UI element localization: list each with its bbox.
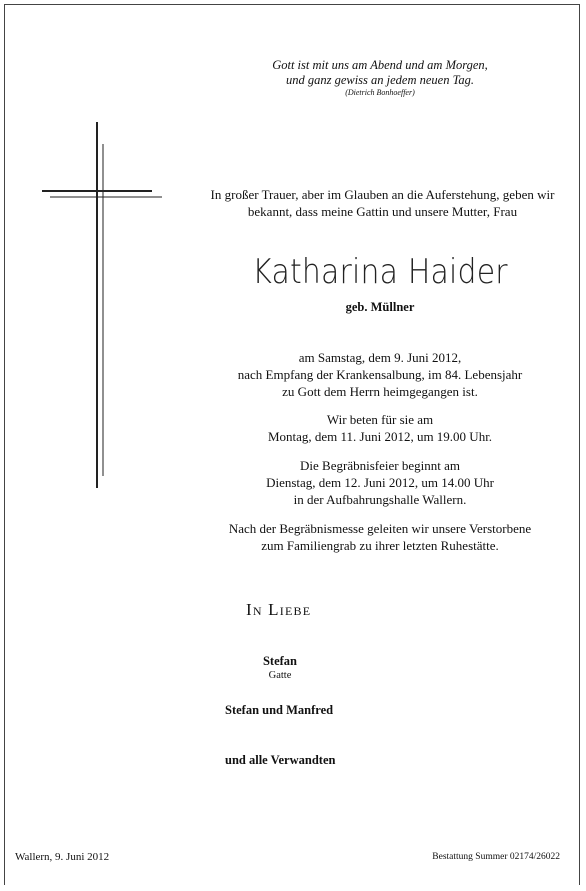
motto-line: und ganz gewiss an jedem neuen Tag. — [285, 73, 475, 87]
cross-icon — [40, 120, 165, 490]
intro-text — [190, 186, 575, 220]
paragraph-line: zu Gott dem Herrn heimgegangen ist. — [282, 384, 478, 399]
relatives: und alle Verwandten — [225, 753, 336, 767]
motto-line: Gott ist mit uns am Abend und am Morgen, — [272, 58, 488, 72]
paragraph-line: in der Aufbahrungshalle Wallern. — [293, 492, 467, 507]
paragraph-line: Montag, dem 11. Juni 2012, um 19.00 Uhr. — [267, 429, 493, 444]
intro-line: In großer Trauer, aber im Glauben an die Auferstehung, geben wir — [210, 187, 555, 202]
paragraph-line: Nach der Begräbnismesse geleiten wir unsere Verstorbene — [228, 521, 532, 536]
paragraph-line: Wir beten für sie am — [326, 412, 434, 427]
paragraph-line: am Samstag, dem 9. Juni 2012, — [298, 350, 462, 365]
paragraph-line: Dienstag, dem 12. Juni 2012, um 14.00 Uhr — [266, 475, 494, 490]
death-paragraph — [200, 349, 560, 400]
paragraph-line: nach Empfang der Krankensalbung, im 84. Lebensjahr — [237, 367, 523, 382]
paragraph-line: Die Begräbnisfeier beginnt am — [300, 458, 460, 473]
paragraph-line: zum Familiengrab zu ihrer letzten Ruhestätte. — [261, 538, 499, 553]
undertaker: Bestattung Summer 02174/26022 — [432, 852, 560, 862]
place-date: Wallern, 9. Juni 2012 — [15, 851, 110, 863]
intro-line: bekannt, dass meine Gattin und unsere Mutter, Frau — [247, 204, 518, 219]
mourners-heading: In Liebe — [246, 600, 312, 619]
deceased-name: Katharina Haider — [252, 252, 508, 292]
burial-paragraph — [200, 520, 560, 554]
spouse-role: Gatte — [268, 670, 292, 681]
motto — [200, 58, 560, 88]
birth-name: geb. Müllner — [345, 300, 415, 314]
prayer-paragraph — [200, 411, 560, 445]
motto-source: (Dietrich Bonhoeffer) — [345, 88, 415, 97]
funeral-paragraph — [200, 457, 560, 508]
spouse-name: Stefan — [262, 654, 298, 668]
children-names: Stefan und Manfred — [225, 703, 334, 717]
